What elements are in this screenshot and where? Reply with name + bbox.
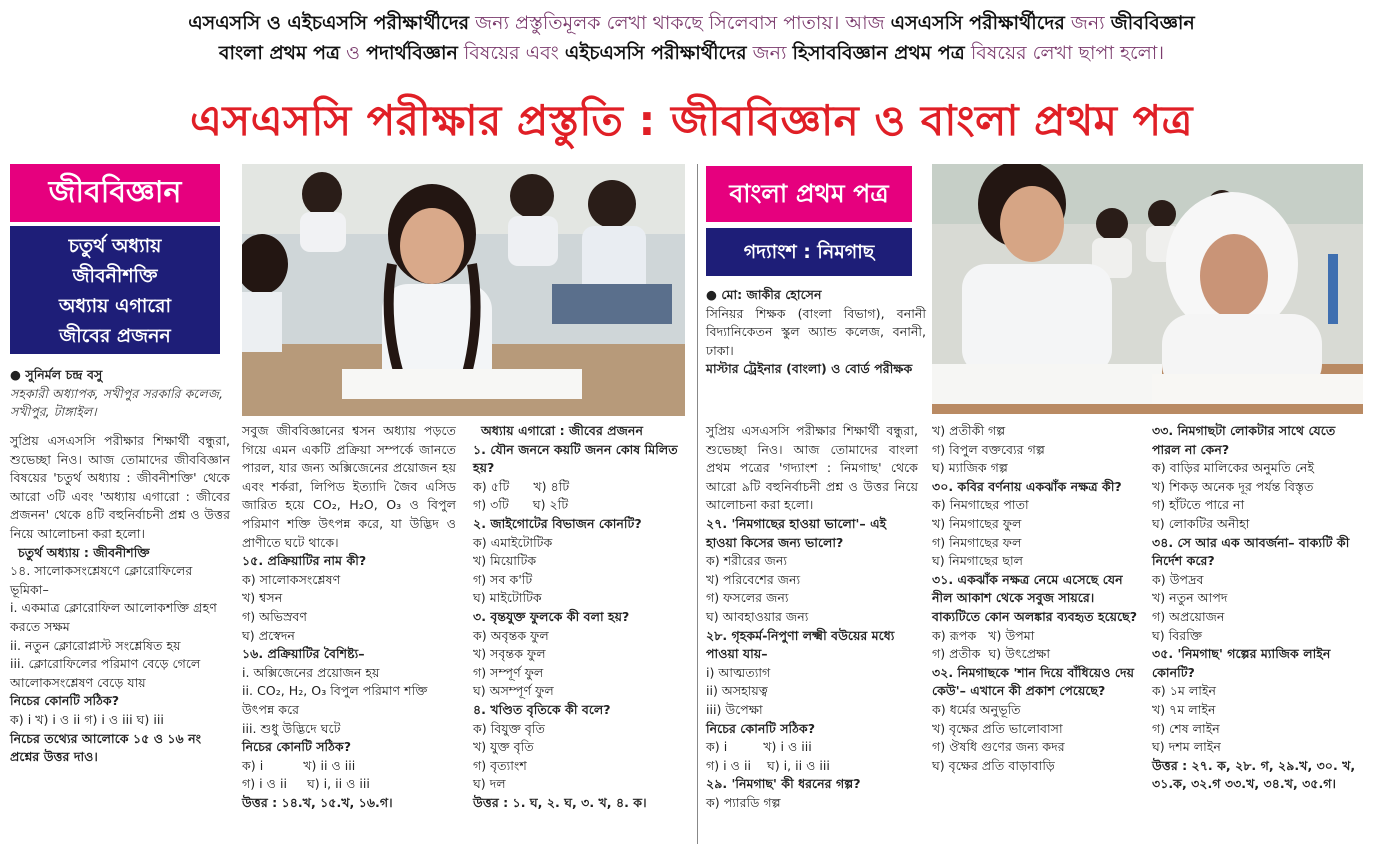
bangla-option: ক) i খ) i ও iii bbox=[706, 739, 812, 755]
bangla-author: ● মো: জাকীর হোসেন bbox=[706, 287, 822, 302]
bangla-option: ঘ) আবহাওয়ার জন্য bbox=[706, 608, 809, 624]
bangla-option: ঘ) লোকটির অনীহা bbox=[1152, 515, 1250, 531]
bio-option: iii. ক্লোরোফিলের পরিমাণ বেড়ে গেলে আলোকসংশ্লেষণ বেড়ে যায় bbox=[10, 656, 201, 690]
photo-illustration bbox=[932, 164, 1363, 414]
bangla-option: ক) ধর্মের অনুভূতি bbox=[932, 701, 1021, 717]
bangla-topic-tag: গদ্যাংশ : নিমগাছ bbox=[706, 228, 912, 276]
bangla-question: ৩২. নিমগাছকে 'শান দিয়ে বাঁধিয়েও দেয় কেউ'– এখানে কী প্রকাশ পেয়েছে? bbox=[932, 664, 1134, 699]
bio-answer: উত্তর : ১৪.খ, ১৫.খ, ১৬.গ। bbox=[242, 794, 393, 810]
intro-line-1 bbox=[0, 8, 1383, 38]
bio-option: ঘ) দল bbox=[473, 776, 506, 792]
intro-text bbox=[0, 8, 1383, 68]
bangla-column-1 bbox=[706, 422, 918, 812]
biology-column-1 bbox=[10, 432, 230, 767]
bio-prompt: নিচের কোনটি সঠিক? bbox=[10, 693, 119, 709]
photo-illustration bbox=[242, 164, 685, 416]
bangla-option: ii) অসহায়ত্ব bbox=[706, 683, 768, 699]
bio-question: ৩. বৃন্তযুক্ত ফুলকে কী বলা হয়? bbox=[473, 608, 630, 624]
bangla-answer: উত্তর : ২৭. ক, ২৮. গ, ২৯.খ, ৩০. খ, ৩১.ক, ৩২.গ ৩৩.খ, ৩৪.খ, ৩৫.গ। bbox=[1152, 757, 1356, 792]
bio-question: ৪. খণ্ডিত বৃতিকে কী বলে? bbox=[473, 701, 611, 717]
bio-answer: উত্তর : ১. ঘ, ২. ঘ, ৩. খ, ৪. ক। bbox=[473, 794, 647, 810]
column-divider bbox=[697, 164, 698, 844]
bangla-option: খ) নিমগাছের ফুল bbox=[932, 515, 1022, 531]
bangla-question: ৩১. একঝাঁক নক্ষত্র নেমে এসেছে যেন নীল আকাশ থেকে সবুজ সায়রে। বাক্যটিতে কোন অলঙ্কার ব্যবহৃত হয়েছে? bbox=[932, 571, 1138, 624]
biology-author-block bbox=[10, 366, 230, 422]
bangla-column-2 bbox=[932, 422, 1142, 775]
intro-2g: হিসাববিজ্ঞান প্রথম পত্র bbox=[792, 42, 965, 64]
bio-question: ১৫. প্রক্রিয়াটির নাম কী? bbox=[242, 553, 367, 569]
bangla-option: ক) শরীরের জন্য bbox=[706, 553, 788, 569]
bio-option: গ) সম্পূর্ণ ফুল bbox=[473, 664, 544, 680]
bangla-option: ক) প্যারডি গল্প bbox=[706, 794, 781, 810]
page-headline: এসএসসি পরীক্ষার প্রস্তুতি : জীববিজ্ঞান ও বাংলা প্রথম পত্র bbox=[189, 96, 1193, 145]
bangla-question: ২৯. 'নিমগাছ' কী ধরনের গল্প? bbox=[706, 776, 861, 792]
bangla-option: গ) ফসলের জন্য bbox=[706, 590, 789, 606]
bio-option: খ) মিয়োটিক bbox=[473, 553, 537, 569]
bangla-column-3 bbox=[1152, 422, 1366, 794]
chapter-line: চতুর্থ অধ্যায় bbox=[68, 235, 162, 257]
bangla-option: গ) বিপুল বক্তব্যের গল্প bbox=[932, 441, 1045, 457]
bio-option: ক) i খ) ii ও iii bbox=[242, 757, 356, 773]
chapter-line: অধ্যায় এগারো bbox=[59, 295, 171, 317]
bangla-question: ২৮. গৃহকর্ম-নিপুণা লক্ষ্মী বউয়ের মধ্যে পাওয়া যায়– bbox=[706, 627, 895, 662]
bangla-option: গ) অপ্রয়োজন bbox=[1152, 608, 1225, 624]
bangla-option: i) আত্মত্যাগ bbox=[706, 664, 771, 680]
intro-2h: বিষয়ের লেখা ছাপা হলো। bbox=[964, 42, 1165, 64]
chapter-line: জীবনীশক্তি bbox=[72, 265, 158, 287]
bio-option: ঘ) প্রস্বেদন bbox=[242, 627, 295, 643]
bio-option: ঘ) অসম্পূর্ণ ফুল bbox=[473, 683, 554, 699]
bio-option: গ) বৃত্যাংশ bbox=[473, 757, 527, 773]
bangla-prompt: নিচের কোনটি সঠিক? bbox=[706, 720, 815, 736]
students-exam-photo-1 bbox=[242, 164, 685, 416]
bio-option: ক) অবৃন্তক ফুল bbox=[473, 627, 549, 643]
bangla-option: গ) ঔষধি গুণের জন্য কদর bbox=[932, 739, 1065, 755]
bangla-intro-para: সুপ্রিয় এসএসসি পরীক্ষার শিক্ষার্থী বন্ধুরা, শুভেচ্ছা নিও। আজ তোমাদের বাংলা প্রথম পত্রের 'গদ্যাংশ : নিমগাছ' থেকে আরো ৯টি বহুনির্বাচনী প্রশ্ন ও উত্তর নিয়ে আলোচনা করা হলো। bbox=[706, 423, 918, 513]
bangla-question: ৩৩. নিমগাছটা লোকটার সাথে যেতে পারল না কেন? bbox=[1152, 423, 1336, 457]
bio-option: খ) যুক্ত বৃতি bbox=[473, 739, 534, 755]
bio-option: ক) বিযুক্ত বৃতি bbox=[473, 720, 545, 736]
bio-intro-para: সুপ্রিয় এসএসসি পরীক্ষার শিক্ষার্থী বন্ধুরা, শুভেচ্ছা নিও। আজ তোমাদের জীববিজ্ঞান বিষয়ের 'চতুর্থ অধ্যায় : জীবনীশক্তি' থেকে আরো ৩টি এবং 'অধ্যায় এগারো : জীবের প্রজনন' থেকে ৪টি বহুনির্বাচনী প্রশ্ন ও উত্তর নিয়ে আলোচনা করা হলো। bbox=[10, 433, 230, 541]
bio-option: ক) i খ) i ও ii গ) i ও iii ঘ) iii bbox=[10, 711, 164, 727]
bio-option: i. একমাত্র ক্লোরোফিল আলোকশক্তি গ্রহণ করতে সক্ষম bbox=[10, 600, 217, 634]
intro-1e: জীববিজ্ঞান bbox=[1110, 12, 1195, 34]
bio-option: খ) শ্বসন bbox=[242, 590, 283, 606]
intro-1d: জন্য bbox=[1064, 12, 1111, 34]
bio-question: ২. জাইগোটের বিভাজন কোনটি? bbox=[473, 515, 642, 531]
bio-subheading: অধ্যায় এগারো : জীবের প্রজনন bbox=[481, 423, 643, 438]
bangla-author-role: মাস্টার ট্রেইনার (বাংলা) ও বোর্ড পরীক্ষক bbox=[706, 361, 913, 377]
bangla-option: ক) উপদ্রব bbox=[1152, 571, 1204, 587]
bangla-option: ঘ) দশম লাইন bbox=[1152, 739, 1221, 755]
bio-option: খ) সবৃন্তক ফুল bbox=[473, 646, 546, 662]
bio-option: গ) ৩টি ঘ) ২টি bbox=[473, 497, 569, 513]
bangla-question: ৩৫. 'নিমগাছ' গল্পের ম্যাজিক লাইন কোনটি? bbox=[1152, 646, 1331, 680]
bangla-option: খ) পরিবেশের জন্য bbox=[706, 571, 801, 587]
bangla-question: ৩৪. সে আর এক আবর্জনা– বাক্যটি কী নির্দেশ করে? bbox=[1152, 534, 1350, 569]
biology-author: ● সুনির্মল চন্দ্র বসু bbox=[10, 367, 103, 382]
biology-column-3 bbox=[473, 422, 687, 812]
bangla-option: iii) উপেক্ষা bbox=[706, 701, 763, 717]
bangla-author-block bbox=[706, 286, 926, 379]
intro-1b: জন্য প্রস্তুতিমূলক লেখা থাকছে সিলেবাস পাতায়। আজ bbox=[469, 12, 891, 34]
intro-line-2 bbox=[0, 38, 1383, 68]
bangla-option: ক) বাড়ির মালিকের অনুমতি নেই bbox=[1152, 460, 1314, 476]
bangla-option: খ) বৃক্ষের প্রতি ভালোবাসা bbox=[932, 720, 1063, 736]
bangla-question: ২৭. 'নিমগাছের হাওয়া ভালো'– এই হাওয়া কিসের জন্য ভালো? bbox=[706, 515, 887, 550]
bangla-author-desc: সিনিয়র শিক্ষক (বাংলা বিভাগ), বনানী বিদ্যানিকেতন স্কুল অ্যান্ড কলেজ, বনানী, ঢাকা। bbox=[706, 305, 926, 358]
chapter-line: জীবের প্রজনন bbox=[59, 325, 171, 347]
bio-option: গ) অভিস্রবণ bbox=[242, 608, 308, 624]
bio-option: i. অক্সিজেনের প্রয়োজন হয় bbox=[242, 664, 380, 680]
bangla-option: গ) প্রতীক ঘ) উৎপ্রেক্ষা bbox=[932, 646, 1050, 662]
bio-question: ১. যৌন জননে কয়টি জনন কোষ মিলিত হয়? bbox=[473, 441, 678, 476]
bio-prompt: নিচের তথ্যের আলোকে ১৫ ও ১৬ নং প্রশ্নের উত্তর দাও। bbox=[10, 730, 202, 765]
bangla-option: খ) নতুন আপদ bbox=[1152, 590, 1228, 606]
biology-column-2 bbox=[242, 422, 456, 812]
intro-2b: ও bbox=[339, 42, 367, 64]
intro-2c: পদার্থবিজ্ঞান bbox=[366, 42, 458, 64]
bangla-option: খ) প্রতীকী গল্প bbox=[932, 423, 1006, 438]
students-exam-photo-2 bbox=[932, 164, 1363, 414]
bangla-option: ঘ) বিরক্তি bbox=[1152, 627, 1203, 643]
bio-option: iii. শুধু উদ্ভিদে ঘটে bbox=[242, 720, 341, 736]
bio-option: ক) এমাইটোটিক bbox=[473, 534, 553, 550]
bio-question: ১৪. সালোকসংশ্লেষণে ক্লোরোফিলের ভূমিকা– bbox=[10, 563, 193, 597]
bangla-option: ঘ) নিমগাছের ছাল bbox=[932, 553, 1024, 569]
bio-subheading: চতুর্থ অধ্যায় : জীবনীশক্তি bbox=[18, 544, 150, 560]
bio-option: ক) ৫টি খ) ৪টি bbox=[473, 478, 570, 494]
bangla-option: গ) হাঁটতে পারে না bbox=[1152, 497, 1245, 513]
bangla-option: খ) ৭ম লাইন bbox=[1152, 701, 1216, 717]
bangla-option: গ) শেষ লাইন bbox=[1152, 720, 1220, 736]
bangla-question: ৩০. কবির বর্ণনায় একঝাঁক নক্ষত্র কী? bbox=[932, 478, 1122, 494]
bio-prompt: নিচের কোনটি সঠিক? bbox=[242, 739, 351, 755]
bio-option: ঘ) মাইটোটিক bbox=[473, 590, 542, 606]
biology-chapter-box bbox=[10, 226, 220, 354]
bangla-option: খ) শিকড় অনেক দূর পর্যন্ত বিস্তৃত bbox=[1152, 478, 1314, 494]
biology-subject-tag: জীববিজ্ঞান bbox=[10, 164, 220, 222]
bio-option: ক) সালোকসংশ্লেষণ bbox=[242, 571, 341, 587]
biology-author-desc: সহকারী অধ্যাপক, সখীপুর সরকারি কলেজ, সখীপুর, টাঙ্গাইল। bbox=[10, 385, 224, 420]
bangla-option: ঘ) ম্যাজিক গল্প bbox=[932, 460, 1008, 476]
bio-question: ১৬. প্রক্রিয়াটির বৈশিষ্ট্য– bbox=[242, 646, 365, 662]
bio-option: গ) সব ক'টি bbox=[473, 571, 533, 587]
bangla-option: ক) নিমগাছের পাতা bbox=[932, 497, 1029, 513]
intro-2f: জন্য bbox=[746, 42, 793, 64]
bio-option: ii. CO₂, H₂, O₃ বিপুল পরিমাণ শক্তি উৎপন্ন করে bbox=[242, 683, 428, 717]
intro-2d: বিষয়ের এবং bbox=[457, 42, 565, 64]
bangla-option: ক) ১ম লাইন bbox=[1152, 683, 1216, 699]
intro-1c: এসএসসি পরীক্ষার্থীদের bbox=[890, 12, 1065, 34]
bangla-option: গ) নিমগাছের ফল bbox=[932, 534, 1022, 550]
intro-1a: এসএসসি ও এইচএসসি পরীক্ষার্থীদের bbox=[188, 12, 470, 34]
bio-passage: সবুজ জীববিজ্ঞানের শ্বসন অধ্যায় পড়তে গিয়ে এমন একটি প্রক্রিয়া সম্পর্কে জানতে পারল, যার জন্য অক্সিজেনের প্রয়োজন হয় এবং শর্করা, লিপিড ইত্যাদি জৈব এসিড জারিত হয়ে CO₂, H₂O, O₃ ও বিপুল পরিমাণ শক্তি উৎপন্ন করে, যা উদ্ভিদ ও প্রাণীতে ঘটে থাকে। bbox=[242, 423, 456, 550]
intro-2e: এইচএসসি পরীক্ষার্থীদের bbox=[564, 42, 747, 64]
bangla-option: ঘ) বৃক্ষের প্রতি বাড়াবাড়ি bbox=[932, 757, 1055, 773]
bio-option: ii. নতুন ক্লোরোপ্লাস্ট সংশ্লেষিত হয় bbox=[10, 637, 181, 653]
bangla-subject-tag: বাংলা প্রথম পত্র bbox=[706, 166, 912, 222]
bangla-option: গ) i ও ii ঘ) i, ii ও iii bbox=[706, 757, 830, 773]
intro-2a: বাংলা প্রথম পত্র bbox=[218, 42, 340, 64]
bangla-option: ক) রূপক খ) উপমা bbox=[932, 627, 1035, 643]
bio-option: গ) i ও ii ঘ) i, ii ও iii bbox=[242, 776, 370, 792]
